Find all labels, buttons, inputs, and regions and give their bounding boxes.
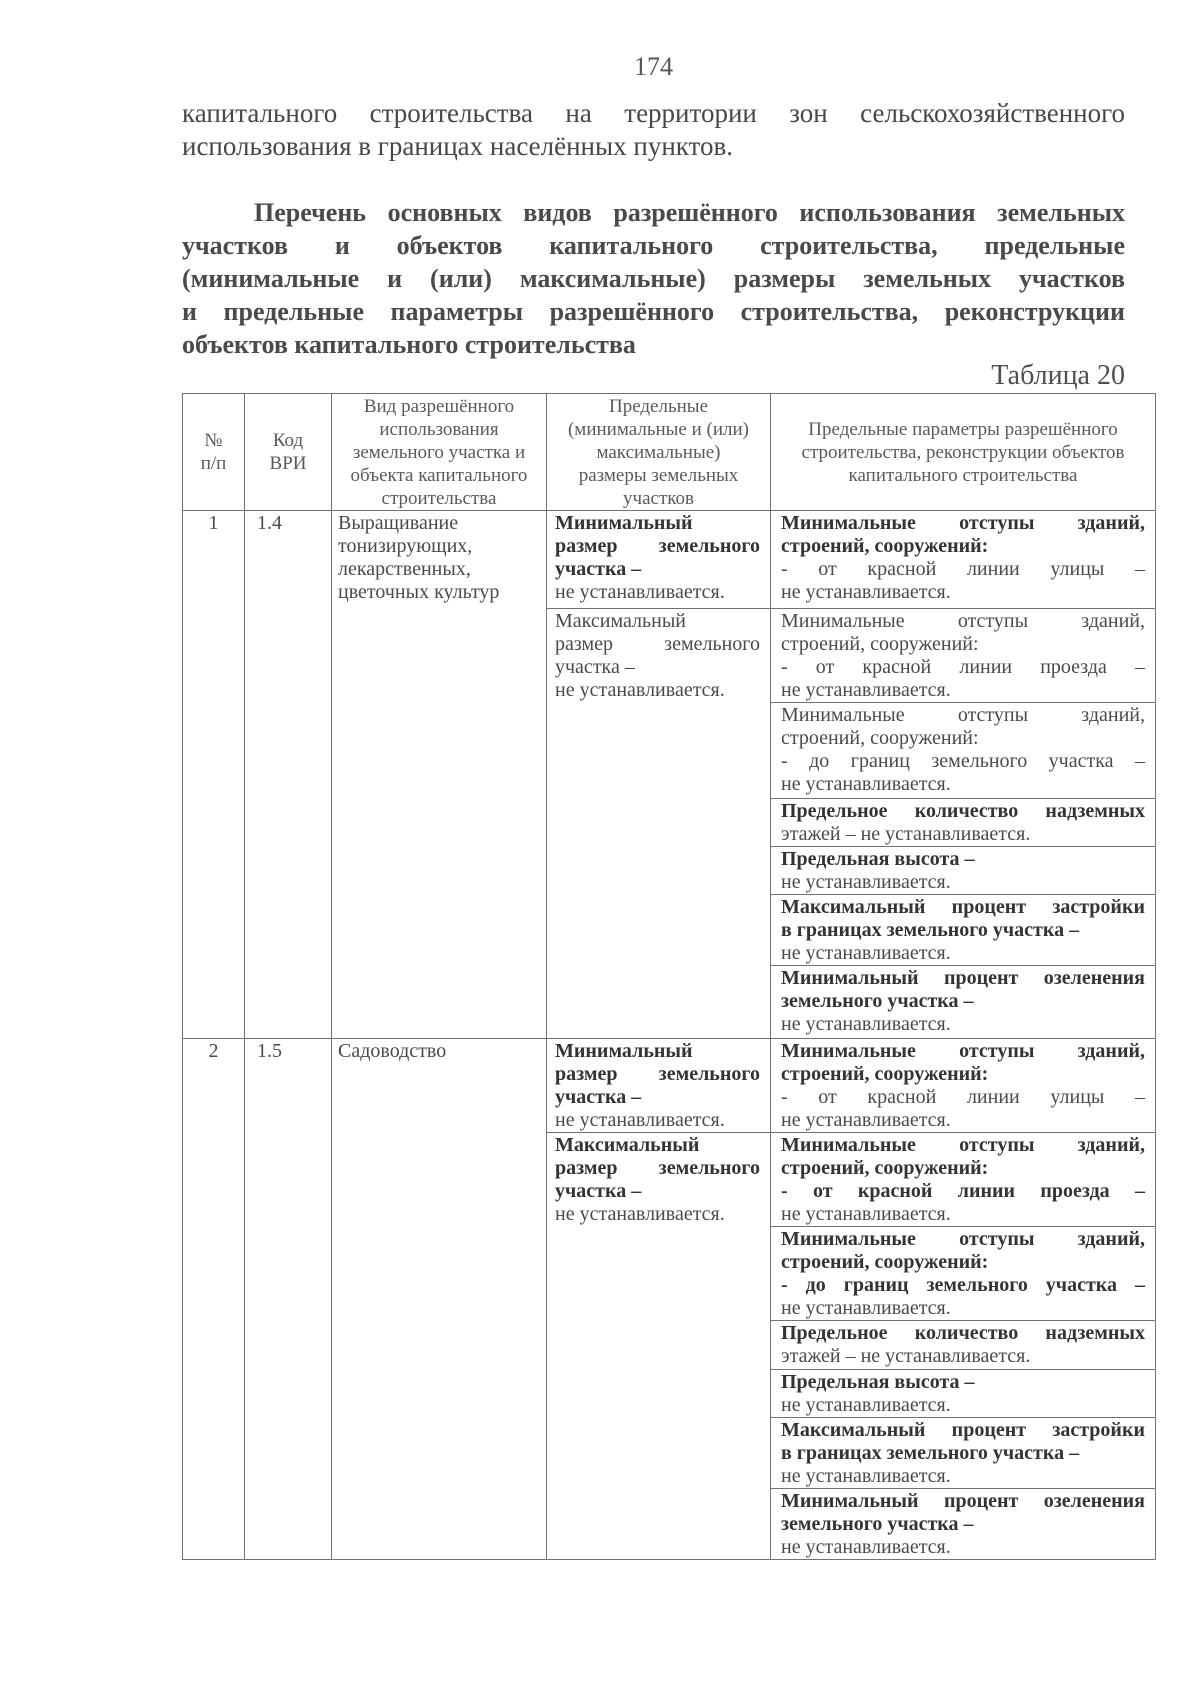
cell-line: - от красной линии проезда –: [781, 656, 1145, 678]
header-line: п/п: [200, 453, 227, 474]
cell-line: не устанавливается.: [781, 581, 951, 603]
cell-line: - от красной линии улицы –: [781, 1086, 1145, 1108]
cell-line: не устанавливается.: [781, 1109, 951, 1131]
cell-line: не устанавливается.: [781, 679, 951, 701]
cell-construction-param: [771, 966, 1156, 1039]
table-header-row: [183, 394, 1156, 511]
cell-line: не устанавливается.: [781, 942, 951, 964]
cell-line: не устанавливается.: [555, 1203, 725, 1225]
table-row: [183, 1039, 1156, 1133]
cell-line: цветочных культур: [338, 581, 500, 603]
cell-line: не устанавливается.: [781, 773, 951, 795]
cell-use-code: 1.5: [245, 1039, 332, 1560]
cell-plot-size-max: [547, 609, 771, 1039]
cell-line: в границах земельного участка –: [781, 1442, 1080, 1464]
cell-line: строений, сооружений:: [781, 1251, 989, 1273]
cell-construction-param: [771, 1418, 1156, 1489]
cell-line: Минимальные отступы зданий,: [781, 1040, 1145, 1062]
cell-line: не устанавливается.: [781, 1536, 951, 1558]
intro-line: использования в границах населённых пунктов.: [182, 131, 733, 161]
cell-line: не устанавливается.: [555, 581, 725, 603]
cell-line: Минимальные отступы зданий,: [781, 704, 1145, 726]
header-line: использования: [379, 418, 499, 440]
cell-line: Минимальный: [555, 1040, 693, 1062]
cell-line: - до границ земельного участка –: [781, 750, 1145, 772]
cell-plot-size-max: [547, 1133, 771, 1560]
cell-line: Максимальный: [555, 1134, 700, 1156]
header-cell-number: [183, 394, 245, 511]
cell-line: не устанавливается.: [781, 1203, 951, 1225]
cell-line: Минимальные отступы зданий,: [781, 610, 1145, 632]
cell-line: не устанавливается.: [781, 1297, 951, 1319]
cell-line: Минимальный процент озеленения: [781, 1490, 1145, 1512]
header-line: участков: [623, 487, 694, 509]
header-line: (минимальные и (или): [567, 418, 749, 440]
cell-line: строений, сооружений:: [781, 633, 979, 655]
page-number: 174: [634, 52, 673, 81]
cell-use-type: [332, 511, 547, 1039]
cell-line: лекарственных,: [338, 558, 471, 580]
cell-line: Предельная высота –: [781, 1371, 975, 1393]
cell-construction-param: [771, 847, 1156, 895]
cell-line: участка –: [555, 656, 635, 678]
cell-line: - от красной линии проезда –: [781, 1180, 1145, 1202]
header-cell-construction-params: [771, 394, 1156, 511]
cell-line: строений, сооружений:: [781, 535, 989, 557]
cell-row-number: 2: [183, 1039, 245, 1560]
header-line: №: [204, 430, 223, 451]
cell-line: Предельное количество надземных: [781, 1322, 1145, 1344]
cell-line: Предельная высота –: [781, 848, 975, 870]
cell-line: Выращивание: [338, 512, 459, 534]
cell-line: тонизирующих,: [338, 535, 473, 557]
header-cell-code: [245, 394, 332, 511]
cell-construction-param: [771, 609, 1156, 703]
permitted-use-table: [182, 393, 1156, 1560]
cell-line: строений, сооружений:: [781, 1063, 989, 1085]
header-line: Предельные параметры разрешённого: [808, 418, 1118, 440]
cell-line: размер земельного: [555, 535, 760, 557]
cell-line: не устанавливается.: [781, 1465, 951, 1487]
heading-line: и предельные параметры разрешённого строительства, реконструкции: [182, 297, 1125, 326]
header-line: Предельные: [608, 395, 709, 417]
cell-construction-param: [771, 703, 1156, 799]
cell-line: - от красной линии улицы –: [781, 558, 1145, 580]
cell-line: Минимальный процент озеленения: [781, 967, 1145, 989]
cell-line: земельного участка –: [781, 990, 974, 1012]
cell-line: Минимальный: [555, 512, 693, 534]
cell-line: Минимальные отступы зданий,: [781, 1134, 1145, 1156]
heading-line: Перечень основных видов разрешённого использования земельных: [254, 198, 1125, 227]
cell-line: этажей – не устанавливается.: [781, 823, 1031, 845]
cell-line: Минимальные отступы зданий,: [781, 512, 1145, 534]
intro-paragraph: [182, 97, 1125, 163]
cell-line: не устанавливается.: [781, 871, 951, 893]
header-line: земельного участка и: [352, 441, 526, 463]
cell-construction-param: [771, 799, 1156, 847]
cell-line: Максимальный: [555, 610, 686, 632]
heading-line: объектов капитального строительства: [182, 330, 636, 359]
header-line: строительства, реконструкции объектов: [801, 441, 1125, 463]
cell-line: Максимальный процент застройки: [781, 896, 1145, 918]
header-cell-use-type: [332, 394, 547, 511]
cell-construction-param: [771, 1133, 1156, 1227]
header-cell-plot-size: [547, 394, 771, 511]
header-line: строительства: [381, 487, 497, 509]
header-line: размеры земельных: [578, 464, 739, 486]
header-line: Код: [272, 430, 304, 451]
cell-line: не устанавливается.: [555, 1109, 725, 1131]
cell-row-number: 1: [183, 511, 245, 1039]
cell-construction-param: [771, 895, 1156, 966]
cell-line: земельного участка –: [781, 1513, 974, 1535]
heading-line: участков и объектов капитального строительства, предельные: [182, 231, 1125, 260]
cell-plot-size-min: [547, 1039, 771, 1133]
cell-line: строений, сооружений:: [781, 1157, 989, 1179]
cell-line: участка –: [555, 1086, 642, 1108]
header-line: максимальные): [596, 441, 721, 463]
heading-line: (минимальные и (или) максимальные) размеры земельных участков: [182, 264, 1125, 293]
cell-line: строений, сооружений:: [781, 727, 979, 749]
header-line: Вид разрешённого: [363, 395, 515, 417]
cell-construction-param: [771, 1227, 1156, 1321]
cell-line: этажей – не устанавливается.: [781, 1345, 1031, 1367]
cell-line: Предельное количество надземных: [781, 800, 1145, 822]
cell-line: Садоводство: [338, 1040, 447, 1062]
cell-construction-param: [771, 1370, 1156, 1418]
cell-line: размер земельного: [555, 1063, 760, 1085]
section-heading: [182, 196, 1125, 361]
cell-construction-param: [771, 1039, 1156, 1133]
cell-line: не устанавливается.: [781, 1013, 951, 1035]
cell-line: участка –: [555, 1180, 642, 1202]
cell-plot-size-min: [547, 511, 771, 609]
cell-line: в границах земельного участка –: [781, 919, 1080, 941]
cell-line: размер земельного: [555, 1157, 760, 1179]
cell-line: не устанавливается.: [555, 679, 725, 701]
intro-line: капитального строительства на территории зон сельскохозяйственного: [182, 98, 1125, 128]
cell-use-code: 1.4: [245, 511, 332, 1039]
cell-line: - до границ земельного участка –: [781, 1274, 1145, 1296]
header-line: ВРИ: [269, 453, 307, 474]
table-row: [183, 511, 1156, 609]
cell-line: не устанавливается.: [781, 1394, 951, 1416]
table-caption: Таблица 20: [991, 360, 1125, 391]
cell-line: участка –: [555, 558, 642, 580]
cell-construction-param: [771, 1489, 1156, 1560]
cell-line: Максимальный процент застройки: [781, 1419, 1145, 1441]
cell-line: размер земельного: [555, 633, 760, 655]
cell-construction-param: [771, 511, 1156, 609]
header-line: объекта капитального: [350, 464, 528, 486]
cell-construction-param: [771, 1321, 1156, 1370]
cell-use-type: [332, 1039, 547, 1560]
header-line: капитального строительства: [848, 464, 1078, 486]
cell-line: Минимальные отступы зданий,: [781, 1228, 1145, 1250]
